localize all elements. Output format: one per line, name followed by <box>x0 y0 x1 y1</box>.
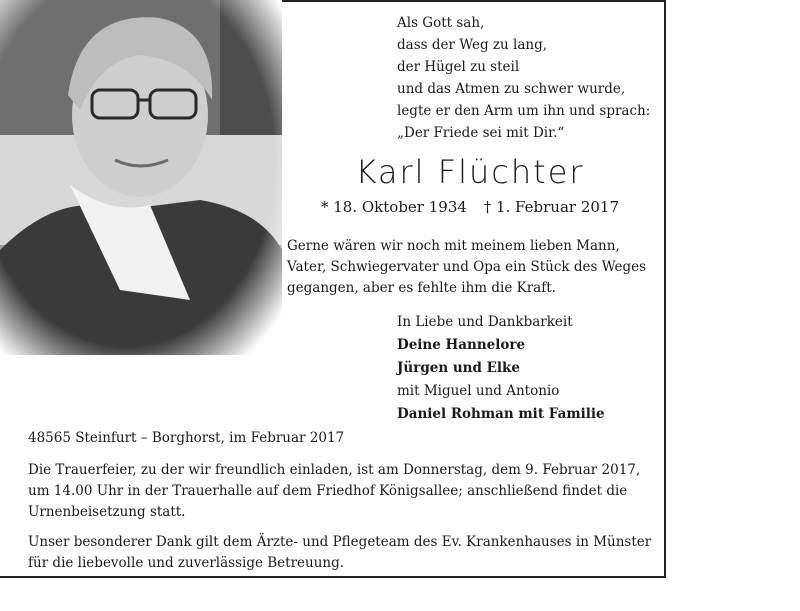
deceased-name: Karl Flüchter <box>355 153 585 191</box>
death-date: † 1. Februar 2017 <box>483 198 620 216</box>
thanks-line: für die liebevolle und zuverlässige Betreuung. <box>28 555 345 571</box>
thanks-text <box>28 532 658 574</box>
poem <box>397 12 650 144</box>
life-dates <box>305 198 635 216</box>
signature-name: Jürgen und Elke <box>397 360 520 376</box>
portrait-photo <box>0 0 282 355</box>
funeral-line: Die Trauerfeier, zu der wir freundlich einladen, ist am Donnerstag, dem 9. Februar 2017, <box>28 462 641 478</box>
intro-line: Gerne wären wir noch mit meinem lieben Mann, <box>287 238 620 254</box>
place-date: 48565 Steinfurt – Borghorst, im Februar 2017 <box>28 430 345 446</box>
thanks-line: Unser besonderer Dank gilt dem Ärzte- und Pflegeteam des Ev. Krankenhauses in Münster <box>28 534 652 550</box>
poem-line: und das Atmen zu schwer wurde, <box>397 81 626 97</box>
poem-line: Als Gott sah, <box>397 15 485 31</box>
intro-line: Vater, Schwiegervater und Opa ein Stück des Weges <box>287 259 647 275</box>
poem-line: legte er den Arm um ihn und sprach: <box>397 103 651 119</box>
signature-subline: mit Miguel und Antonio <box>397 383 560 399</box>
funeral-line: Urnenbeisetzung statt. <box>28 504 186 520</box>
intro-line: gegangen, aber es fehlte ihm die Kraft. <box>287 280 556 296</box>
signature-name: Daniel Rohman mit Familie <box>397 406 605 422</box>
poem-line: „Der Friede sei mit Dir.“ <box>397 125 565 141</box>
poem-line: dass der Weg zu lang, <box>397 37 548 53</box>
birth-date: * 18. Oktober 1934 <box>320 198 467 216</box>
signature-block <box>397 311 605 426</box>
intro-text <box>287 236 657 299</box>
poem-line: der Hügel zu steil <box>397 59 520 75</box>
funeral-line: um 14.00 Uhr in der Trauerhalle auf dem Friedhof Königsallee; anschließend findet die <box>28 483 628 499</box>
signature-name: Deine Hannelore <box>397 337 526 353</box>
signature-greeting: In Liebe und Dankbarkeit <box>397 314 573 330</box>
funeral-info <box>28 460 658 523</box>
